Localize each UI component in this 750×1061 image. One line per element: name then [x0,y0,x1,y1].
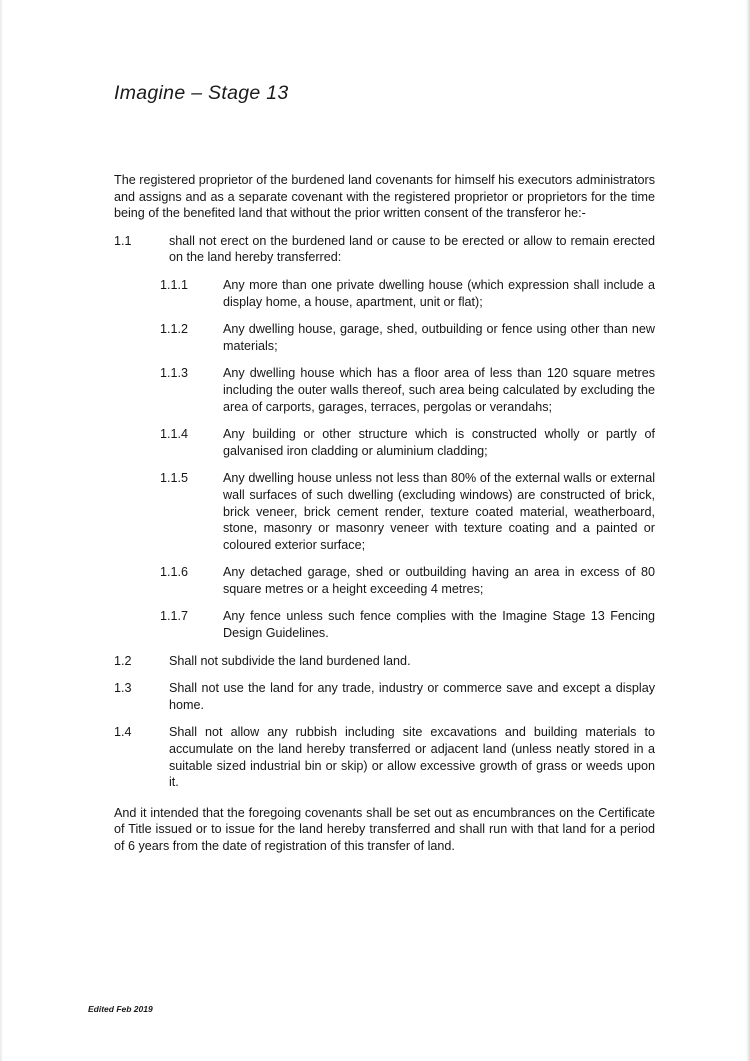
subclause-text: Any dwelling house unless not less than 80% of the external walls or external wall surfaces of such dwelling (excluding windows) are constructed of brick, brick veneer, brick cement render, texture coated material, weatherboard, stone, masonry or masonry veneer with texture coating and a painted or coloured exterior surface; [223,471,655,552]
subclause-1-1-6 [160,564,655,597]
subclause-number: 1.1.3 [160,366,189,381]
document-body [114,172,655,855]
clause-text: Shall not use the land for any trade, industry or commerce save and except a display home. [169,681,655,712]
subclause-1-1-4 [160,426,655,459]
subclause-1-1-2 [160,321,655,354]
subclause-number: 1.1.1 [160,277,189,292]
subclause-text: Any fence unless such fence complies with the Imagine Stage 13 Fencing Design Guidelines. [223,609,655,641]
subclause-number: 1.1.6 [160,565,189,580]
subclause-text: Any building or other structure which is constructed wholly or partly of galvanised iron cladding or aluminium cladding; [223,427,655,458]
clause-text: Shall not subdivide the land burdened land. [169,653,411,668]
closing-paragraph: And it intended that the foregoing covenants shall be set out as encumbrances on the Certificate of Title issued or to issue for the land hereby transferred and shall run with that land for a period of 6 years from the date of registration of this transfer of land. [114,805,655,853]
subclause-number: 1.1.4 [160,427,189,442]
clause-number: 1.1 [114,233,132,248]
clause-text: shall not erect on the burdened land or cause to be erected or allow to remain erected on the land hereby transferred: [169,233,655,265]
intro-paragraph: The registered proprietor of the burdened land covenants for himself his executors administrators and assigns and as a separate covenant with the registered proprietor or proprietors for the time being of the benefited land that without the prior written consent of the transferor he:- [114,173,655,221]
clause-1-2 [114,653,655,670]
subclause-1-1-7 [160,608,655,641]
subclause-1-1-1 [160,277,655,310]
subclause-number: 1.1.2 [160,322,189,337]
subclause-1-1-5 [160,470,655,553]
subclause-1-1-3 [160,365,655,415]
clause-text: Shall not allow any rubbish including site excavations and building materials to accumulate on the land hereby transferred or adjacent land (unless neatly stored in a suitable sized industrial bin or skip) or allow excessive growth of grass or weeds upon it. [169,725,655,790]
clause-1-3 [114,680,655,713]
clause-number: 1.3 [114,681,132,696]
subclause-text: Any dwelling house, garage, shed, outbuilding or fence using other than new materials; [223,322,655,353]
subclause-text: Any more than one private dwelling house (which expression shall include a display home, a house, apartment, unit or flat); [223,277,655,309]
footer-edited-note: Edited Feb 2019 [88,1004,153,1014]
clause-1-4 [114,724,655,790]
subclause-number: 1.1.7 [160,609,189,624]
clause-number: 1.4 [114,725,132,740]
subclause-text: Any detached garage, shed or outbuilding having an area in excess of 80 square metres or a height exceeding 4 metres; [223,565,655,596]
page-title: Imagine – Stage 13 [114,82,289,104]
subclause-number: 1.1.5 [160,471,189,486]
clause-number: 1.2 [114,653,132,668]
clause-1-1 [114,233,655,266]
subclause-text: Any dwelling house which has a floor area of less than 120 square metres including the outer walls thereof, such area being calculated by excluding the area of carports, garages, terraces, pergolas or verandahs; [223,366,655,414]
